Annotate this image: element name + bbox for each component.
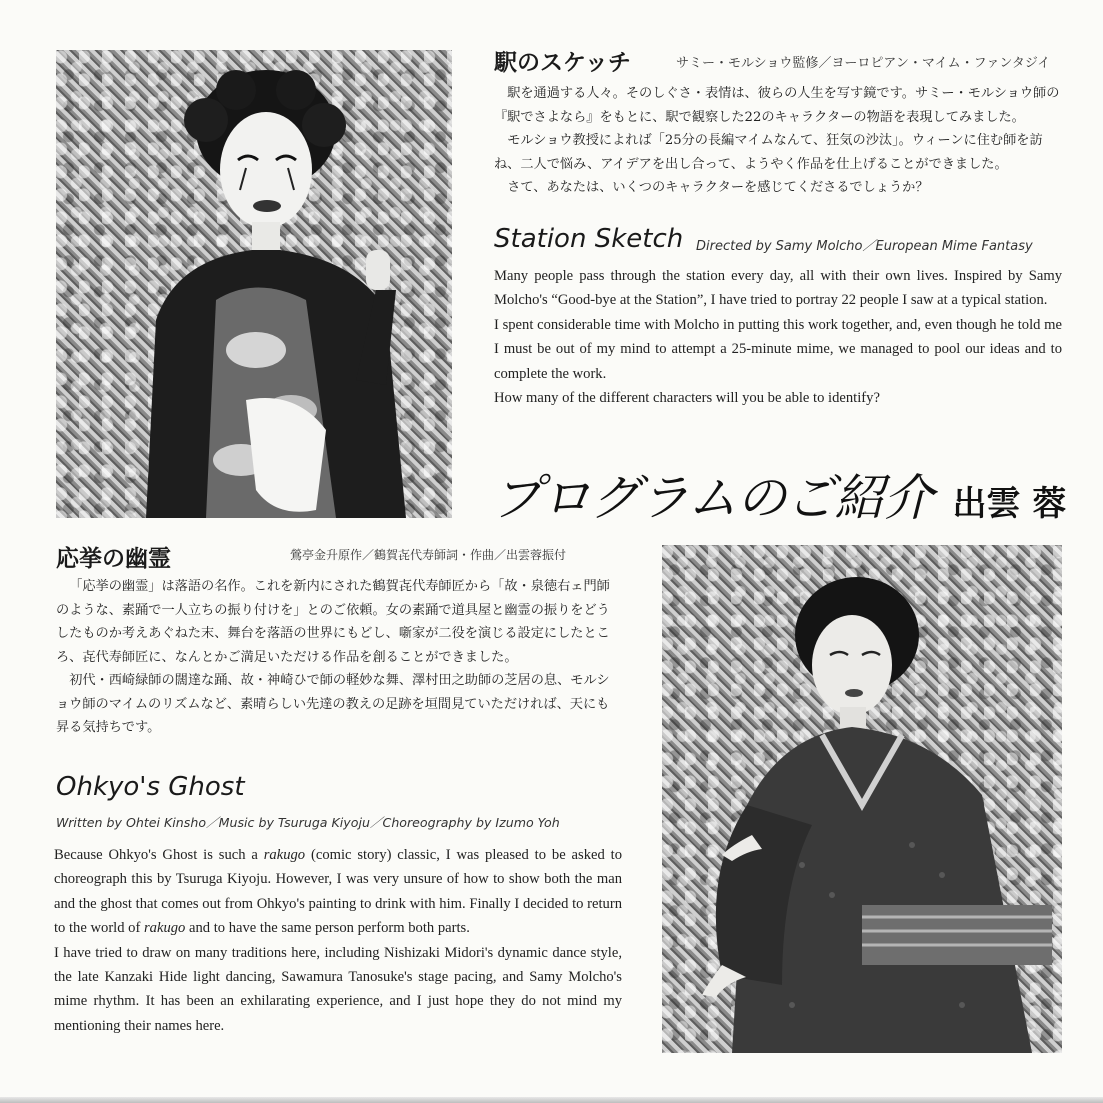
rakugo-term: rakugo <box>143 920 186 937</box>
ohkyo-en-paragraph: I have tried to draw on many traditions here, including Nishizaki Midori's dynamic dance style, the late Kanzaki Hide light dancing, Sawamura Tanosuke's stage pacing, and Samy Molcho's mime rhythm. It has been an exhilarating experience, and I just hope they do not mind my mentioning their names here. <box>54 944 622 1034</box>
station-sketch-en-paragraph: I spent considerable time with Molcho in putting this work together, and, even though he told me I must be out of my mind to attempt a 25-minute mime, we managed to pool our ideas and to complete the work. <box>494 316 1062 382</box>
ohkyo-en-text: and to have the same person perform both parts. <box>185 920 470 937</box>
station-sketch-en-body <box>494 264 1062 410</box>
page-bottom-edge <box>0 1097 1103 1103</box>
station-sketch-jp-paragraph: 駅を通過する人々。そのしぐさ・表情は、彼らの人生を写す鏡です。サミー・モルショウ師の『駅でさよなら』をもとに、駅で観察した22のキャラクターの物語を表現してみました。 <box>494 86 1060 125</box>
ohkyo-en-paragraph <box>54 843 622 941</box>
station-sketch-jp-paragraph: モルショウ教授によれば「25分の長編マイムなんて、狂気の沙汰」。ウィーンに住む師を訪ね、二人で悩み、アイデアを出し合って、ようやく作品を仕上げることができました。 <box>494 133 1043 172</box>
program-author: 出雲 蓉 <box>952 484 1067 524</box>
ohkyo-jp-paragraph: 「応挙の幽霊」は落語の名作。これを新内にされた鶴賀㐂代寿師匠から「故・泉徳右ェ門師のような、素踊で一人立ちの振り付けを」とのご依頼。女の素踊で道具屋と幽霊の振りをどうしたものか考えあぐねた末、舞台を落語の世界にもどし、噺家が二役を演じる設定にしたところ、㐂代寿師匠に、なんとかご満足いただける作品を創ることができました。 <box>56 579 610 665</box>
station-sketch-jp-paragraph: さて、あなたは、いくつのキャラクターを感じてくださるでしょうか？ <box>507 180 929 195</box>
program-title: プログラムのご紹介 <box>492 469 933 527</box>
ohkyo-jp-credit: 鶯亭金升原作／鶴賀㐂代寿師詞・作曲／出雲蓉振付 <box>290 548 567 562</box>
ohkyo-en-title: Ohkyo's Ghost <box>56 772 245 802</box>
rakugo-term: rakugo <box>263 847 306 863</box>
ohkyo-jp-paragraph: 初代・西崎緑師の闊達な踊、故・神崎ひで師の軽妙な舞、澤村田之助師の芝居の息、モルショウ師のマイムのリズムなど、素晴らしい先達の教えの足跡を垣間見ていただければ、天にも昇る気持ちです。 <box>56 673 610 735</box>
ohkyo-jp-body <box>56 575 622 740</box>
station-sketch-en-paragraph: How many of the different characters will you be able to identify? <box>494 390 880 407</box>
kimono-performer-photo <box>662 545 1062 1053</box>
ohkyo-en-credit: Written by Ohtei Kinsho／Music by Tsuruga Kiyoju／Choreography by Izumo Yoh <box>56 815 560 830</box>
station-sketch-en-paragraph: Many people pass through the station every day, all with their own lives. Inspired by Samy Molcho's “Good-bye at the Station”, I have tried to portray 22 people I saw at a typical station. <box>494 268 1062 309</box>
ohkyo-en-text: Because Ohkyo's Ghost is such a <box>54 847 264 863</box>
station-sketch-en-credit: Directed by Samy Molcho／European Mime Fantasy <box>696 239 1033 254</box>
ohkyo-jp-title: 応挙の幽霊 <box>56 545 171 572</box>
mime-performer-photo <box>56 50 452 518</box>
ohkyo-en-body <box>54 843 622 1038</box>
station-sketch-jp-title: 駅のスケッチ <box>494 49 631 76</box>
ohkyo-en-text: (comic story) classic, I was pleased to be asked to choreograph this by Tsuruga Kiyoju. However, I was very unsure of how to show both the man and the ghost that comes out from Ohkyo's painting to drink with him. Finally I decided to return to the world of <box>54 847 623 937</box>
program-introduction-heading <box>492 458 1066 530</box>
station-sketch-jp-body <box>494 82 1062 200</box>
station-sketch-en-title: Station Sketch <box>494 224 684 254</box>
station-sketch-jp-credit: サミー・モルショウ監修／ヨーロピアン・マイム・ファンタジイ <box>676 56 1051 71</box>
